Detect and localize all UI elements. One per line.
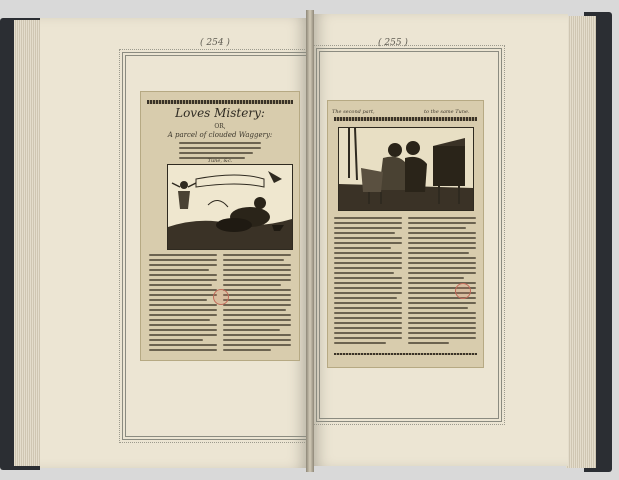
ornament-band [147, 100, 293, 104]
ballad-subtitle: A parcel of clouded Waggery: [167, 131, 273, 139]
verse-column-right [408, 217, 476, 347]
left-ballad-sheet [140, 91, 300, 361]
ballad-tune: Tune, &c. [207, 158, 233, 164]
imprint-rule [334, 353, 477, 355]
woodcut-couple [338, 127, 474, 211]
ballad-title: Loves Mistery: [175, 106, 265, 120]
right-page-number: ( 255 ) [378, 38, 408, 48]
right-page-edges [566, 16, 596, 468]
library-stamp [213, 289, 229, 305]
woodcut-lovers [167, 164, 293, 250]
verse-column-left [149, 254, 217, 354]
second-part-tune: to the same Tune. [424, 109, 470, 115]
left-page-number: ( 254 ) [200, 38, 230, 48]
ornament-band [334, 117, 477, 121]
library-stamp [455, 283, 471, 299]
second-part-heading: The second part, [332, 109, 375, 115]
book-gutter [306, 10, 314, 472]
verse-column-left [334, 217, 402, 347]
right-ballad-sheet [327, 100, 484, 368]
ballad-or: OR, [214, 123, 226, 130]
verse-column-right [223, 254, 291, 354]
